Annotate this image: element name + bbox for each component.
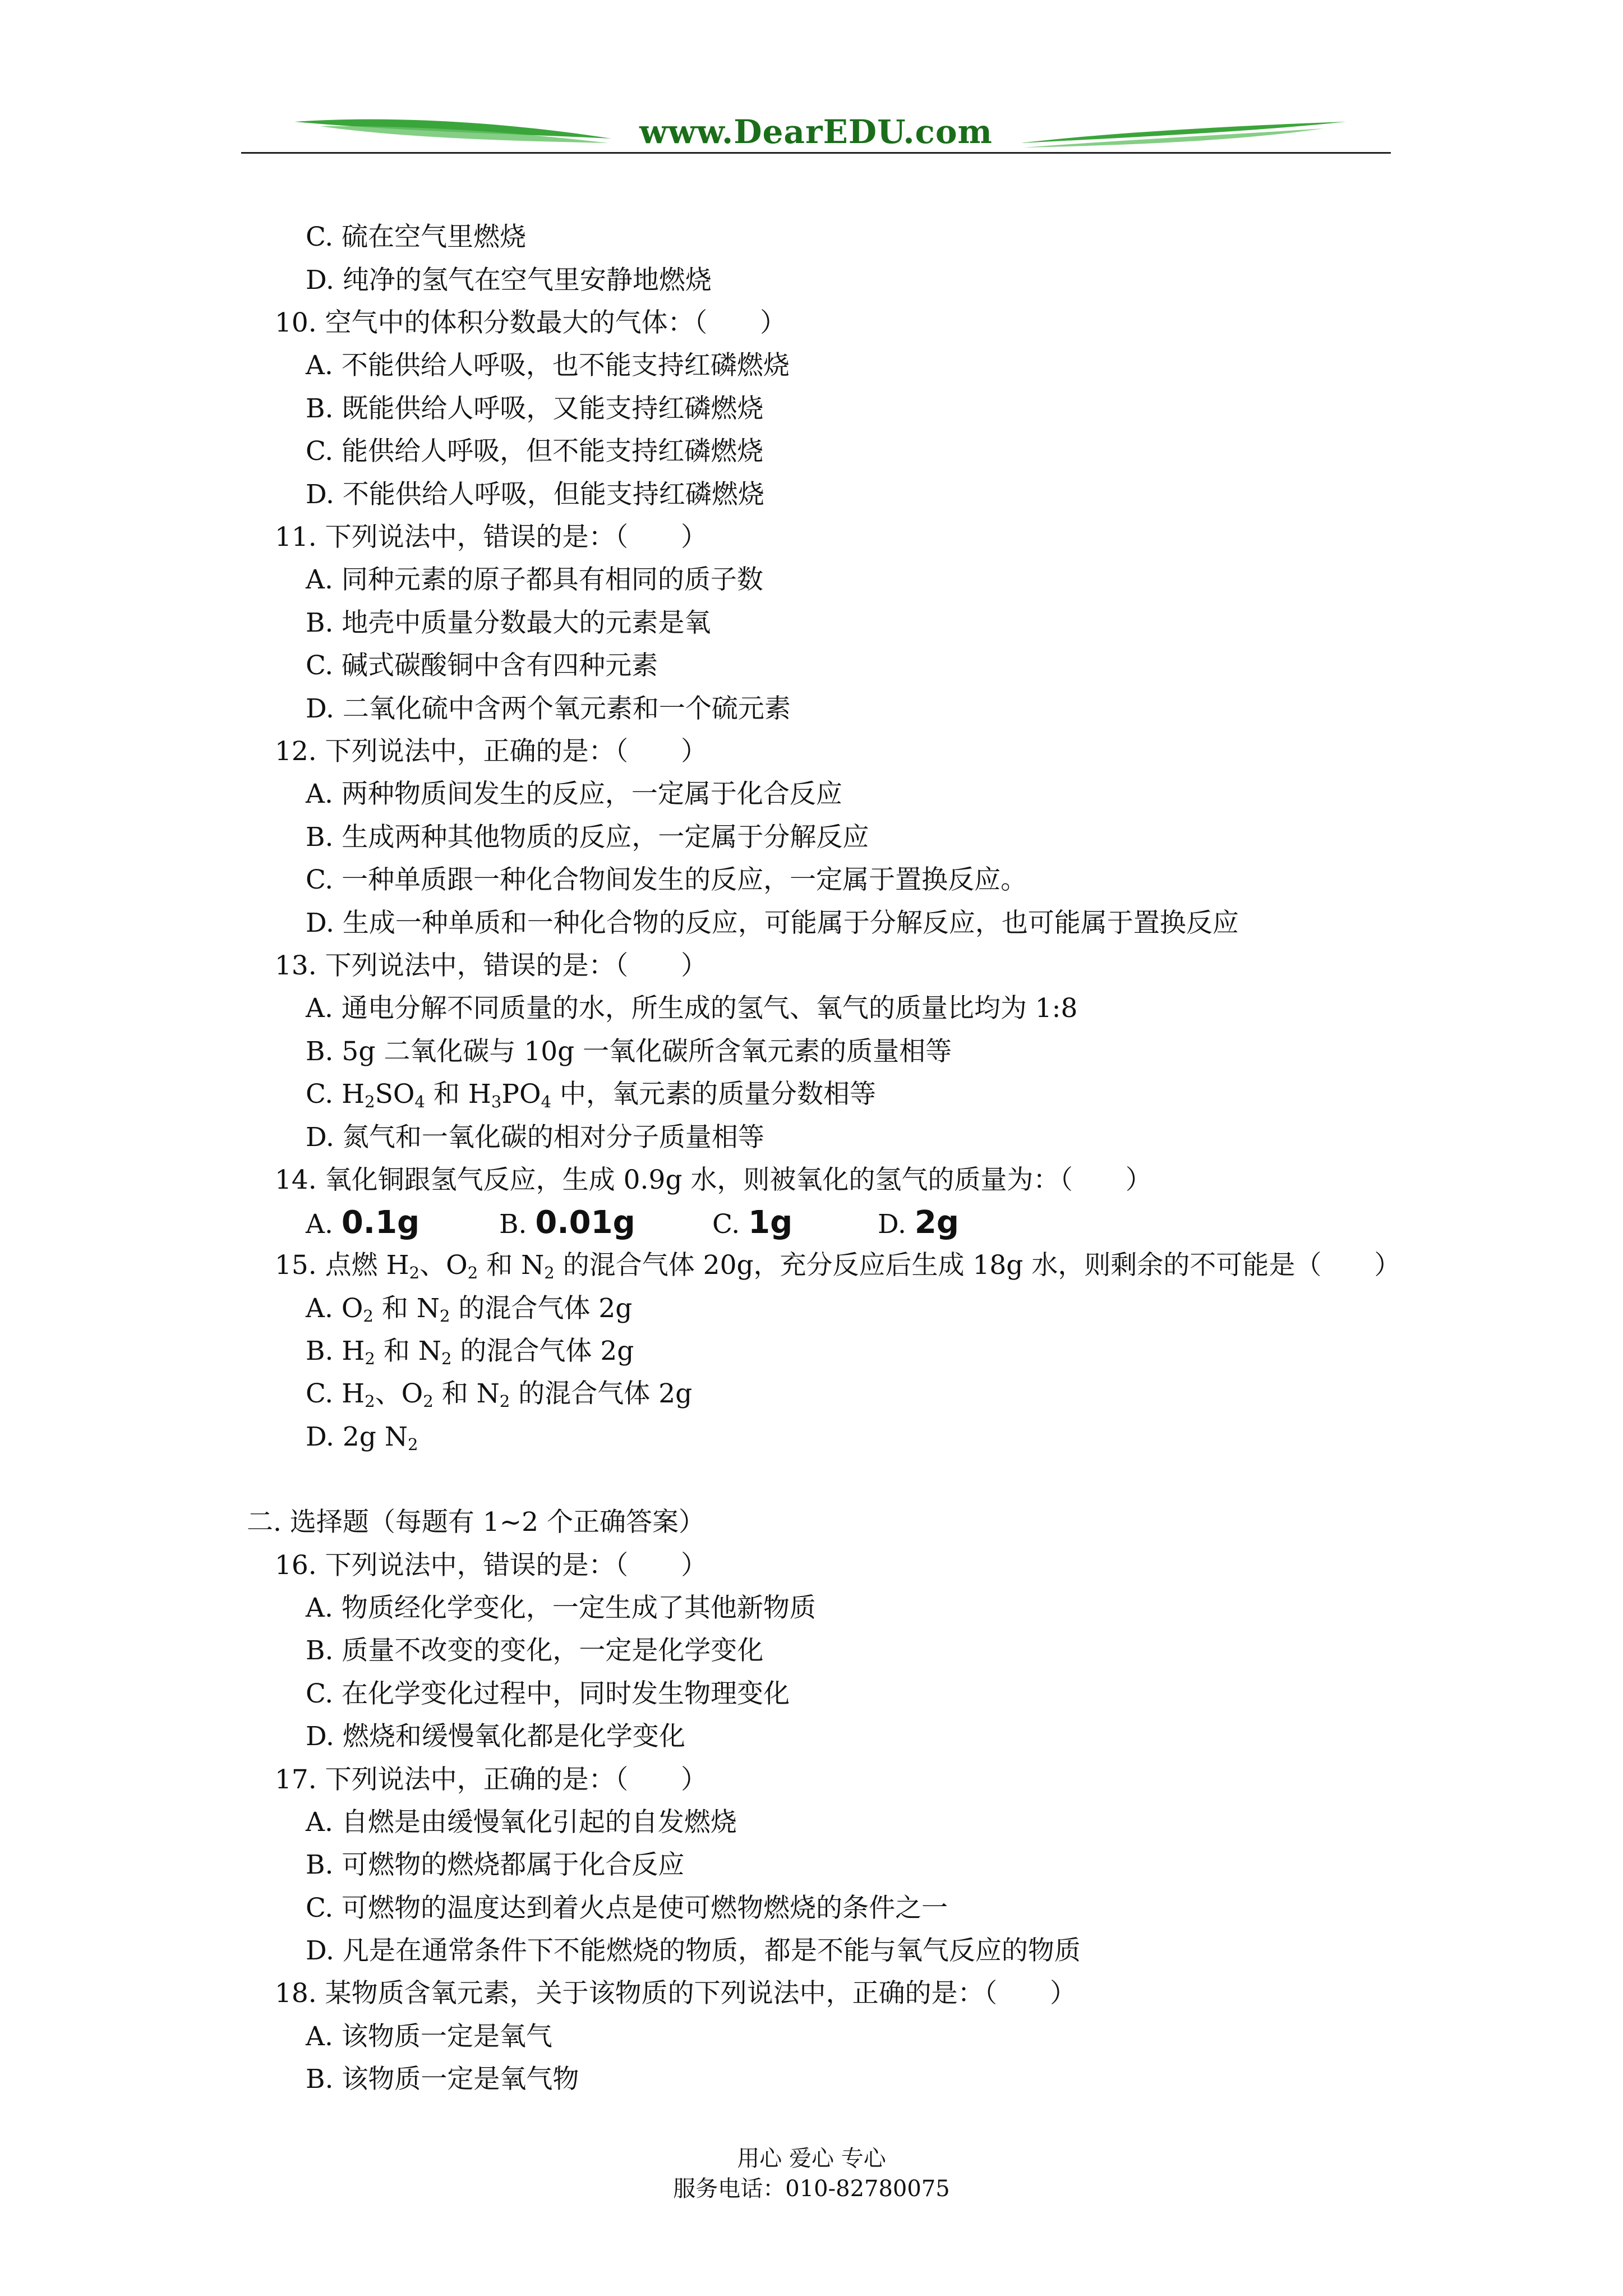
answer-option: B. 可燃物的燃烧都属于化合反应	[306, 1849, 685, 1880]
answer-option: D. 二氧化硫中含两个氧元素和一个硫元素	[306, 693, 791, 724]
answer-option: C. 硫在空气里燃烧	[306, 222, 527, 252]
answer-option: A. 该物质一定是氧气	[306, 2021, 552, 2052]
answer-option: A. 同种元素的原子都具有相同的质子数	[306, 564, 763, 595]
answer-option: D. 生成一种单质和一种化合物的反应，可能属于分解反应，也可能属于置换反应	[306, 908, 1239, 938]
question-stem: 18. 某物质含氧元素，关于该物质的下列说法中，正确的是：（ ）	[275, 1978, 1077, 2009]
answer-option: B. 5g 二氧化碳与 10g 一氧化碳所含氧元素的质量相等	[306, 1036, 952, 1067]
q14-option-value: 0.01g	[535, 1204, 635, 1241]
site-logo: www.DearEDU.com	[639, 113, 993, 151]
answer-option: C. 碱式碳酸铜中含有四种元素	[306, 650, 658, 681]
answer-option: D. 氮气和一氧化碳的相对分子质量相等	[306, 1122, 764, 1153]
q14-option-label: A.	[306, 1209, 342, 1240]
answer-option: C. 可燃物的温度达到着火点是使可燃物燃烧的条件之一	[306, 1893, 948, 1924]
q14-option-value: 0.1g	[341, 1204, 420, 1241]
q14-option-label: B.	[499, 1209, 536, 1240]
answer-option: C. 能供给人呼吸，但不能支持红磷燃烧	[306, 436, 764, 467]
question-stem: 13. 下列说法中，错误的是：（ ）	[275, 950, 708, 981]
section-heading: 二. 选择题（每题有 1~2 个正确答案）	[247, 1507, 705, 1538]
answer-option: D. 燃烧和缓慢氧化都是化学变化	[306, 1721, 685, 1752]
question-stem: 12. 下列说法中，正确的是：（ ）	[275, 736, 708, 767]
answer-option: B. 质量不改变的变化，一定是化学变化	[306, 1635, 764, 1666]
q14-option-label: C.	[712, 1209, 749, 1240]
answer-option: A. 自燃是由缓慢氧化引起的自发燃烧	[306, 1807, 737, 1838]
q14-option-label: D.	[878, 1209, 915, 1240]
question-stem: 15. 点燃 $H_2$、$O_2$ 和 $N_2$ 的混合气体 20g，充分反应后生成 18g 水，则剩余的不可能是（ ）	[275, 1250, 1401, 1283]
q14-option-value: 2g	[914, 1204, 959, 1241]
answer-option: B. 该物质一定是氧气物	[306, 2064, 579, 2095]
answer-option: A. $O_2$ 和 $N_2$ 的混合气体 2g	[306, 1293, 633, 1326]
q14-option	[306, 1206, 419, 1241]
answer-option: C. 一种单质跟一种化合物间发生的反应，一定属于置换反应。	[306, 864, 1027, 895]
answer-option: A. 通电分解不同质量的水，所生成的氢气、氧气的质量比均为 1:8	[306, 993, 1078, 1024]
answer-option: D. 2g $N_2$	[306, 1421, 418, 1455]
answer-option: A. 两种物质间发生的反应，一定属于化合反应	[306, 779, 842, 809]
q14-option	[878, 1206, 959, 1241]
question-stem: 16. 下列说法中，错误的是：（ ）	[275, 1550, 708, 1581]
footer-slogan: 用心 爱心 专心	[737, 2146, 886, 2171]
answer-option: C. $H_2SO_4$ 和 $H_3PO_4$ 中，氧元素的质量分数相等	[306, 1079, 876, 1112]
answer-option: C. 在化学变化过程中，同时发生物理变化	[306, 1678, 790, 1709]
q14-option-value: 1g	[748, 1204, 793, 1241]
question-stem: 17. 下列说法中，正确的是：（ ）	[275, 1764, 708, 1795]
q14-option	[712, 1206, 792, 1241]
answer-option: D. 凡是在通常条件下不能燃烧的物质，都是不能与氧气反应的物质	[306, 1935, 1081, 1966]
footer-phone: 服务电话：010-82780075	[673, 2176, 950, 2202]
answer-option: A. 物质经化学变化，一定生成了其他新物质	[306, 1593, 816, 1623]
answer-option: B. $H_2$ 和 $N_2$ 的混合气体 2g	[306, 1336, 634, 1369]
answer-option: B. 生成两种其他物质的反应，一定属于分解反应	[306, 822, 869, 853]
answer-option: B. 既能供给人呼吸，又能支持红磷燃烧	[306, 393, 764, 424]
question-stem: 14. 氧化铜跟氢气反应，生成 0.9g 水，则被氧化的氢气的质量为：（ ）	[275, 1165, 1152, 1195]
question-stem: 11. 下列说法中，错误的是：（ ）	[275, 522, 708, 553]
header-rule	[241, 152, 1391, 154]
question-stem: 10. 空气中的体积分数最大的气体：（ ）	[275, 307, 787, 338]
answer-option: A. 不能供给人呼吸，也不能支持红磷燃烧	[306, 350, 790, 381]
answer-option: C. $H_2$、$O_2$ 和 $N_2$ 的混合气体 2g	[306, 1378, 693, 1411]
q14-option	[499, 1206, 635, 1241]
answer-option: D. 不能供给人呼吸，但能支持红磷燃烧	[306, 479, 764, 510]
answer-option: D. 纯净的氢气在空气里安静地燃烧	[306, 265, 712, 296]
answer-option: B. 地壳中质量分数最大的元素是氧	[306, 608, 711, 638]
